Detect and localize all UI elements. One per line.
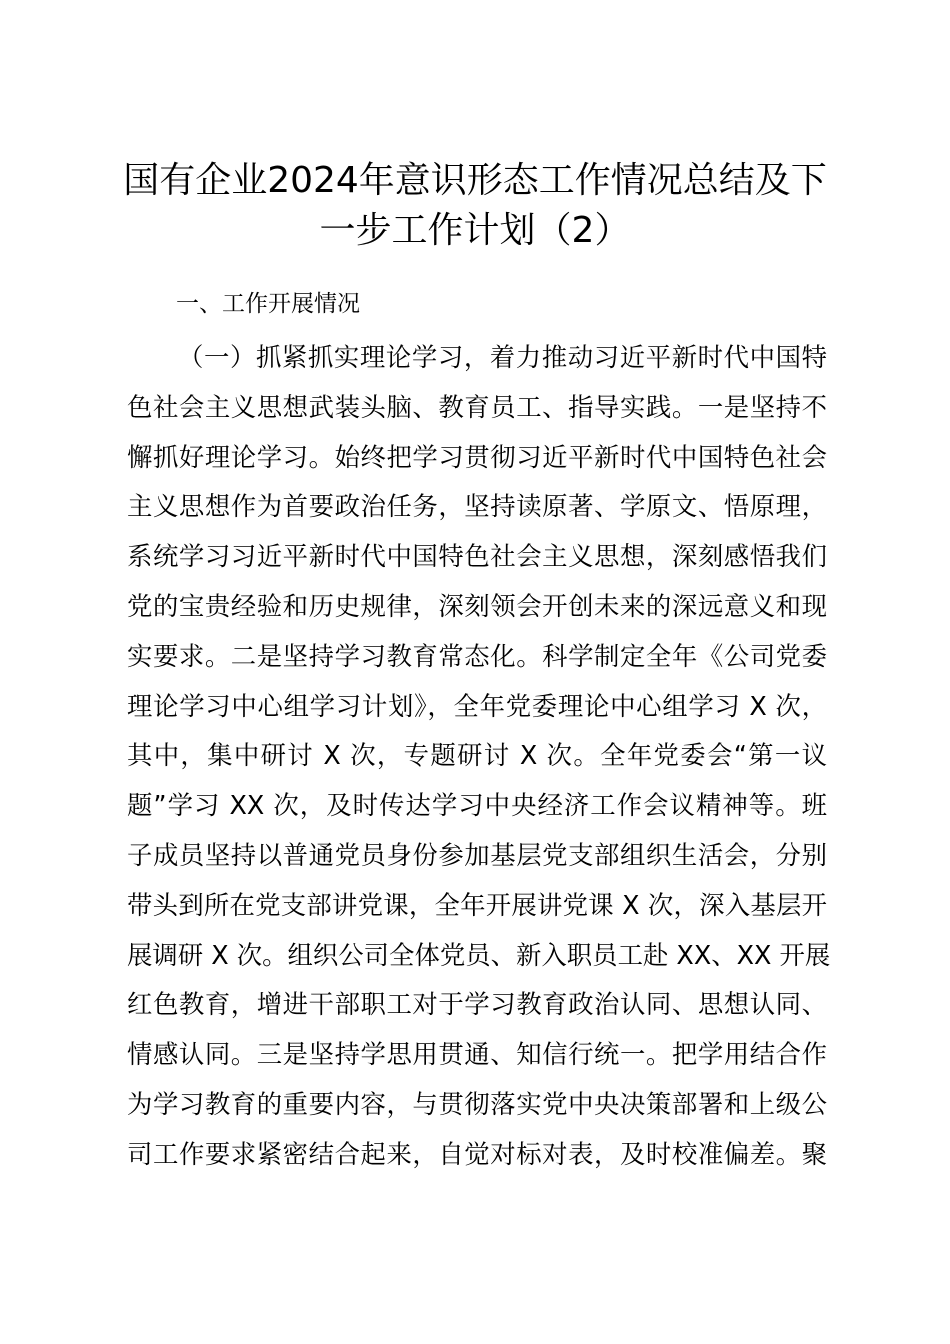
paragraph-line: 带头到所在党支部讲党课，全年开展讲党课 X 次，深入基层开	[127, 889, 827, 920]
paragraph-line: 其中，集中研讨 X 次，专题研讨 X 次。全年党委会“第一议	[127, 740, 827, 771]
paragraph-line: 系统学习习近平新时代中国特色社会主义思想，深刻感悟我们	[127, 541, 827, 572]
paragraph-line: 党的宝贵经验和历史规律，深刻领会开创未来的深远意义和现	[127, 590, 827, 621]
section-heading: 一、工作开展情况	[176, 291, 360, 317]
paragraph-line: 色社会主义思想武装头脑、教育员工、指导实践。一是坚持不	[127, 391, 827, 422]
paragraph-line: 子成员坚持以普通党员身份参加基层党支部组织生活会，分别	[127, 839, 827, 870]
paragraph-line: 题”学习 XX 次，及时传达学习中央经济工作会议精神等。班	[127, 790, 827, 821]
paragraph-line: （一）抓紧抓实理论学习，着力推动习近平新时代中国特	[178, 342, 827, 372]
title-line-2: 一步工作计划（2）	[319, 210, 631, 251]
title-line-1: 国有企业2024年意识形态工作情况总结及下	[123, 160, 827, 201]
paragraph-line: 实要求。二是坚持学习教育常态化。科学制定全年《公司党委	[127, 640, 827, 671]
body-paragraph	[127, 333, 831, 1180]
paragraph-line: 展调研 X 次。组织公司全体党员、新入职员工赴 XX、XX 开展	[127, 939, 831, 970]
paragraph-line: 为学习教育的重要内容，与贯彻落实党中央决策部署和上级公	[127, 1088, 827, 1119]
paragraph-line: 情感认同。三是坚持学思用贯通、知信行统一。把学用结合作	[127, 1039, 827, 1070]
paragraph-line: 司工作要求紧密结合起来，自觉对标对表，及时校准偏差。聚	[127, 1138, 827, 1169]
paragraph-line: 懈抓好理论学习。始终把学习贯彻习近平新时代中国特色社会	[127, 441, 827, 472]
paragraph-line: 主义思想作为首要政治任务，坚持读原著、学原文、悟原理，	[127, 491, 827, 522]
document-title	[100, 156, 850, 256]
paragraph-line: 红色教育，增进干部职工对于学习教育政治认同、思想认同、	[127, 989, 827, 1020]
paragraph-line: 理论学习中心组学习计划》，全年党委理论中心组学习 X 次，	[127, 690, 827, 721]
